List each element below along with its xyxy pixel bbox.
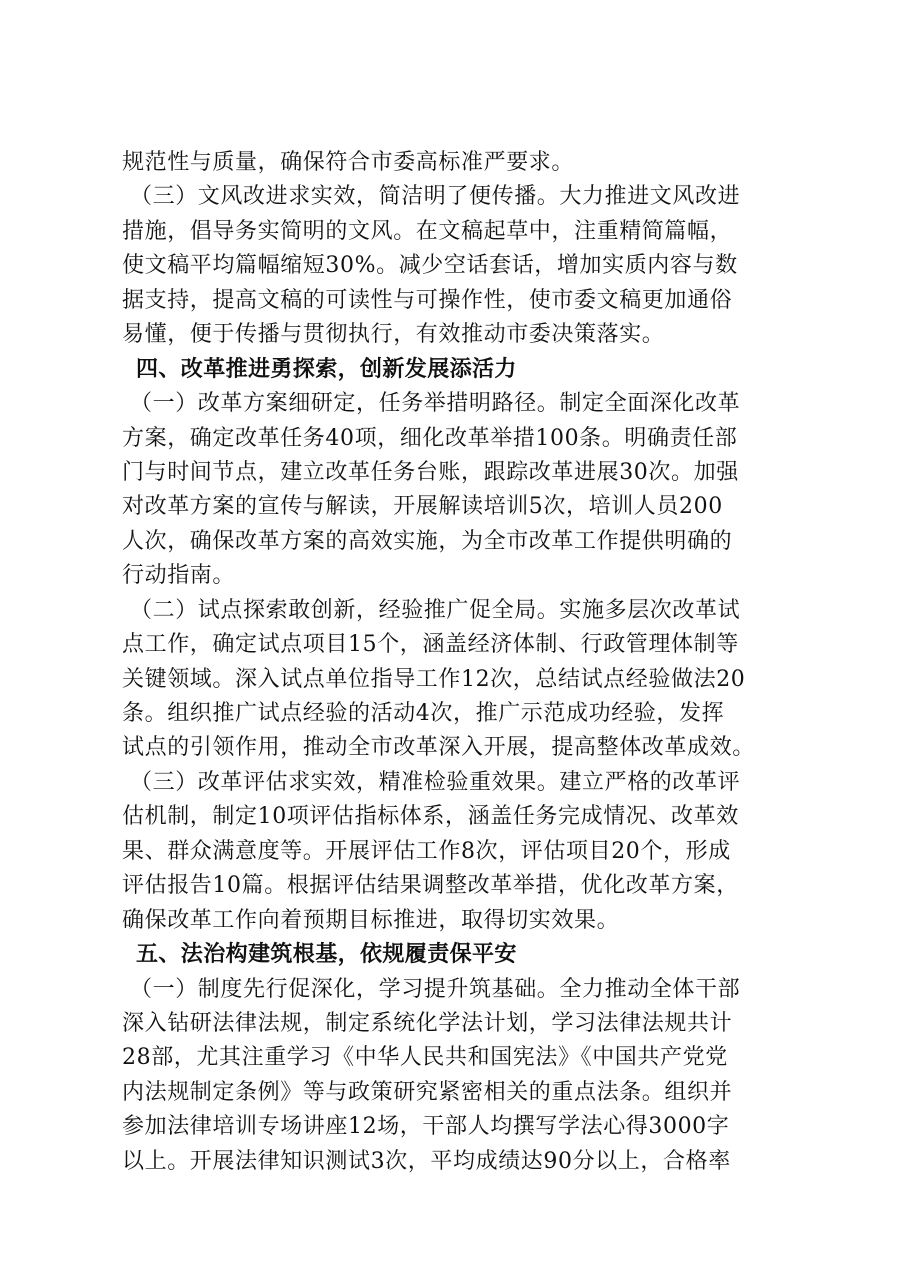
text-line: 人次，确保改革方案的高效实施，为全市改革工作提供明确的 [122,528,733,554]
text-line: 使文稿平均篇幅缩短30%。减少空话套话，增加实质内容与数 [122,253,738,279]
text-line: 条。组织推广试点经验的活动4次，推广示范成功经验，发挥 [122,701,725,726]
text-line: 果、群众满意度等。开展评估工作8次，评估项目20个，形成 [122,838,731,864]
text-line: 内法规制定条例》等与政策研究紧密相关的重点法条。组织并 [122,1079,733,1105]
paragraph-start-line: （二）试点探索敢创新，经验推广促全局。实施多层次改革试 [130,597,741,623]
text-line: 深入钻研法律法规，制定系统化学法计划，学习法律法规共计 [122,1010,733,1036]
text-line: 关键领域。深入试点单位指导工作12次，总结试点经验做法20 [122,666,746,692]
text-line: 易懂，便于传播与贯彻执行，有效推动市委决策落实。 [122,322,665,348]
section-heading: 五、法治构建筑根基，依规履责保平安 [136,942,517,968]
text-line: 评估报告10篇。根据评估结果调整改革举措，优化改革方案， [122,873,739,899]
text-line: 门与时间节点，建立改革任务台账，跟踪改革进展30次。加强 [122,459,739,485]
text-line: 方案，确定改革任务40项，细化改革举措100条。明确责任部 [122,425,738,451]
text-line: 措施，倡导务实简明的文风。在文稿起草中，注重精简篇幅， [122,218,733,244]
text-line: 据支持，提高文稿的可读性与可操作性，使市委文稿更加通俗 [122,287,733,313]
text-line: 试点的引领作用，推动全市改革深入开展，提高整体改革成效。 [122,735,755,761]
text-line: 点工作，确定试点项目15个，涵盖经济体制、行政管理体制等 [122,632,739,658]
document-body [122,146,802,1179]
section-heading: 四、改革推进勇探索，创新发展添活力 [136,356,517,382]
text-line: 行动指南。 [122,563,236,589]
paragraph-start-line: （一）制度先行促深化，学习提升筑基础。全力推动全体干部 [130,976,741,1002]
text-line: 参加法律培训专场讲座12场，干部人均撰写学法心得3000字 [122,1114,730,1140]
text-line: 确保改革工作向着预期目标推进，取得切实效果。 [122,907,620,933]
paragraph-start-line: （一）改革方案细研定，任务举措明路径。制定全面深化改革 [130,391,741,417]
paragraph-start-line: （三）改革评估求实效，精准检验重效果。建立严格的改革评 [130,769,741,795]
text-line: 对改革方案的宣传与解读，开展解读培训5次，培训人员200 [122,494,723,520]
text-line: 估机制，制定10项评估指标体系，涵盖任务完成情况、改革效 [122,804,739,830]
text-line: 28部，尤其注重学习《中华人民共和国宪法》《中国共产党党 [122,1045,728,1071]
text-line: 以上。开展法律知识测试3次，平均成绩达90分以上，合格率 [122,1148,731,1174]
paragraph-start-line: （三）文风改进求实效，简洁明了便传播。大力推进文风改进 [130,184,741,210]
text-line: 规范性与质量，确保符合市委高标准严要求。 [122,150,575,175]
